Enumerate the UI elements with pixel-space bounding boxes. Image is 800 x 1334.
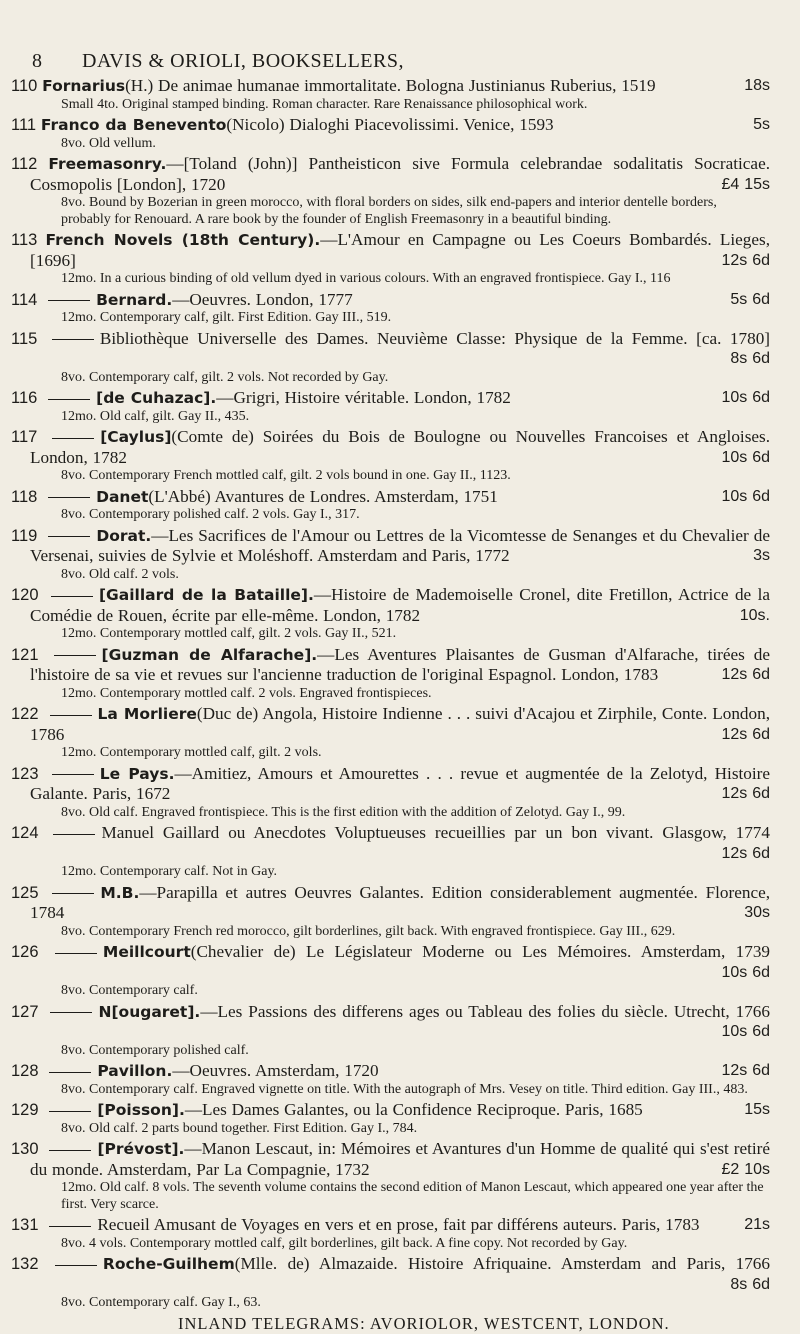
entry-price: 12s 6d	[721, 844, 770, 862]
ditto-rule	[48, 399, 90, 400]
entry-title-line	[11, 704, 770, 745]
entry-title-line	[11, 1061, 770, 1082]
catalogue-entry	[11, 883, 770, 941]
ditto-rule	[49, 1150, 91, 1151]
entry-description: 8vo. Old calf. 2 parts bound together. First Edition. Gay I., 784.	[61, 1120, 418, 1136]
entry-title-line	[11, 154, 770, 195]
entry-title: —L'Amour en Campagne ou Les Coeurs Bombardés. Lieges, [1696]	[30, 230, 770, 270]
entry-price: 10s 6d	[721, 487, 770, 505]
entry-description: 8vo. Bound by Bozerian in green morocco, with floral borders on sides, silk end-papers and interior dentelle borders, probably for Renouard. A rare book by the founder of English Freemasonry in a beautiful binding.	[61, 195, 717, 227]
ditto-rule	[54, 655, 96, 656]
entry-number: 132	[11, 1255, 39, 1273]
entry-number: 120	[11, 586, 39, 604]
ditto-rule	[52, 339, 94, 340]
entry-title: —Histoire de Mademoiselle Cronel, dite Fretillon, Actrice de la Comédie de Rouen, écrite par elle-même. London, 1782	[30, 585, 770, 625]
entry-title-line	[11, 883, 770, 924]
ditto-rule	[50, 1012, 92, 1013]
catalogue-entry	[11, 1215, 770, 1252]
catalogue-entry	[11, 76, 770, 113]
entry-title-line	[11, 230, 770, 271]
entry-price: 3s	[753, 547, 770, 564]
entry-description: 8vo. Contemporary polished calf. 2 vols. Gay I., 317.	[61, 507, 360, 522]
entry-title: —Les Dames Galantes, ou la Confidence Reciproque. Paris, 1685	[184, 1100, 643, 1119]
entry-number: 125	[11, 883, 39, 902]
catalogue-entry	[11, 1139, 770, 1213]
entry-number: 111	[11, 116, 37, 134]
entry-title-line	[11, 427, 770, 468]
ditto-rule	[55, 953, 97, 954]
entry-number: 121	[11, 645, 39, 664]
entry-author: M.B.	[100, 883, 140, 902]
entry-author: La Morliere	[97, 705, 197, 723]
entry-price: 12s 6d	[721, 251, 770, 269]
entry-number: 128	[11, 1062, 39, 1080]
entry-number: 116	[11, 389, 38, 407]
entry-number: 112	[11, 155, 38, 173]
entry-price: 10s 6d	[721, 963, 770, 981]
ditto-rule	[48, 497, 90, 498]
entry-price: 5s 6d	[730, 290, 770, 308]
entry-number: 123	[11, 764, 39, 783]
entry-title-line	[11, 290, 770, 311]
entries-list	[8, 76, 770, 1312]
ditto-rule	[55, 1265, 97, 1266]
entry-author: Danet	[96, 487, 149, 506]
entry-author: [Prévost].	[97, 1140, 185, 1158]
entry-price: 8s 6d	[730, 1275, 770, 1293]
entry-number: 130	[11, 1140, 39, 1158]
entry-price: £4 15s	[721, 175, 770, 193]
catalogue-entry	[11, 154, 770, 228]
entry-title: (Comte de) Soirées du Bois de Boulogne ou Nouvelles Francoises et Angloises. London, 1782	[30, 427, 771, 467]
ditto-rule	[49, 1226, 91, 1227]
entry-description: 8vo. Old vellum.	[61, 135, 156, 151]
entry-title: —[Toland (John)] Pantheisticon sive Formula celebrandae sodalitatis Socraticae. Cosmopolis [London], 1720	[30, 154, 770, 194]
ditto-rule	[49, 1072, 91, 1073]
entry-price: 18s	[744, 77, 770, 94]
entry-price: 10s 6d	[721, 1023, 770, 1040]
catalogue-entry	[11, 230, 770, 288]
ditto-rule	[48, 536, 90, 537]
entry-title-line	[11, 388, 770, 409]
catalogue-entry	[11, 115, 770, 152]
catalogue-entry	[11, 290, 770, 327]
entry-description: Small 4to. Original stamped binding. Roman character. Rare Renaissance philosophical work.	[61, 96, 588, 112]
entry-title-line	[11, 1002, 770, 1043]
ditto-rule	[52, 438, 94, 439]
entry-author: French Novels (18th Century).	[45, 231, 321, 249]
entry-title-line	[11, 115, 770, 136]
entry-title-line	[11, 823, 770, 864]
entry-description: 8vo. Old calf. Engraved frontispiece. This is the first edition with the addition of Zelotyd. Gay I., 99.	[61, 804, 626, 820]
entry-title: —Les Passions des differens ages ou Tableau des folies du siècle. Utrecht, 1766	[200, 1001, 770, 1021]
entry-title: (Nicolo) Dialoghi Piacevolissimi. Venice, 1593	[226, 115, 554, 134]
entry-author: [Caylus]	[100, 428, 172, 446]
entry-number: 127	[11, 1002, 39, 1021]
entry-number: 129	[11, 1101, 39, 1119]
entry-description: 8vo. Contemporary French red morocco, gilt borderlines, gilt back. With engraved frontispiece. Gay III., 629.	[61, 923, 676, 939]
entry-title-line	[11, 764, 770, 805]
catalogue-entry	[11, 942, 770, 1000]
entry-price: 12s 6d	[721, 666, 770, 683]
entry-author: [de Cuhazac].	[96, 389, 217, 407]
entry-title-line	[11, 1215, 770, 1236]
entry-title-line	[11, 1254, 770, 1295]
entry-price: 10s 6d	[721, 448, 770, 466]
entry-title: (H.) De animae humanae immortalitate. Bologna Justinianus Ruberius, 1519	[125, 76, 656, 95]
entry-description: 12mo. Old calf, gilt. Gay II., 435.	[61, 408, 250, 424]
entry-description: 8vo. 4 vols. Contemporary mottled calf, gilt borderlines, gilt back. A fine copy. Not recorded by Gay.	[61, 1235, 628, 1251]
catalogue-entry	[11, 427, 770, 485]
entry-description: 8vo. Contemporary French mottled calf, gilt. 2 vols bound in one. Gay II., 1123.	[61, 468, 511, 483]
entry-price: 30s	[744, 904, 770, 921]
entry-price: 5s	[753, 116, 770, 133]
entry-title-line	[11, 585, 770, 626]
entry-title-line	[11, 1100, 770, 1121]
entry-description: 8vo. Contemporary polished calf.	[61, 1042, 249, 1058]
entry-title-line	[11, 487, 770, 508]
catalogue-entry	[11, 704, 770, 762]
entry-author: Roche-Guilhem	[102, 1255, 235, 1273]
entry-title-line	[11, 329, 770, 370]
entry-price: 12s 6d	[721, 1062, 770, 1079]
entry-title: —Oeuvres. Amsterdam, 1720	[172, 1061, 379, 1080]
entry-author: N[ougaret].	[98, 1002, 201, 1021]
catalogue-entry	[11, 585, 770, 643]
entry-author: [Poisson].	[97, 1101, 185, 1119]
entry-price: 15s	[744, 1101, 770, 1118]
page-header	[8, 50, 770, 74]
entry-number: 110	[11, 77, 38, 95]
catalogue-entry	[11, 645, 770, 703]
entry-description: 12mo. In a curious binding of old vellum dyed in various colours. With an engraved frontispiece. Gay I., 116	[61, 271, 671, 286]
catalogue-entry	[11, 823, 770, 881]
entry-title: (Mlle. de) Almazaide. Histoire Afriquaine. Amsterdam and Paris, 1766	[234, 1254, 770, 1273]
entry-number: 118	[11, 487, 38, 506]
entry-price: 21s	[744, 1216, 770, 1233]
entry-author: Franco da Benevento	[40, 116, 227, 134]
entry-description: 12mo. Old calf. 8 vols. The seventh volume contains the second edition of Manon Lescaut, which appeared one year after the first. Very scarce.	[61, 1180, 764, 1212]
entry-title-line	[11, 942, 770, 983]
entry-title-line	[11, 526, 770, 567]
entry-number: 131	[11, 1216, 39, 1234]
entry-author: [Guzman de Alfarache].	[101, 645, 318, 664]
entry-description: 8vo. Old calf. 2 vols.	[61, 566, 179, 582]
page-number: 8	[32, 50, 42, 72]
entry-author: Le Pays.	[99, 764, 175, 783]
catalogue-entry	[11, 1100, 770, 1137]
entry-description: 12mo. Contemporary mottled calf, gilt. 2 vols. Gay II., 521.	[61, 626, 397, 641]
running-head: DAVIS & ORIOLI, BOOKSELLERS,	[82, 50, 404, 72]
entry-number: 115	[11, 329, 38, 348]
ditto-rule	[51, 596, 93, 597]
entry-number: 126	[11, 943, 39, 961]
ditto-rule	[53, 834, 95, 835]
entry-author: Fornarius	[42, 77, 126, 95]
entry-title: (L'Abbé) Avantures de Londres. Amsterdam, 1751	[148, 486, 498, 506]
entry-price: £2 10s	[721, 1160, 770, 1178]
catalogue-entry	[11, 1254, 770, 1312]
entry-author: Bernard.	[96, 290, 173, 309]
entry-number: 114	[11, 290, 38, 309]
catalogue-entry	[11, 329, 770, 387]
footer-telegrams: INLAND TELEGRAMS: AVORIOLOR, WESTCENT, LONDON.	[178, 1313, 670, 1333]
entry-description: 12mo. Contemporary calf, gilt. First Edition. Gay III., 519.	[61, 310, 392, 325]
entry-title: —Grigri, Histoire véritable. London, 1782	[216, 388, 511, 407]
catalogue-entry	[11, 388, 770, 425]
entry-description: 8vo. Contemporary calf. Gay I., 63.	[61, 1295, 261, 1310]
entry-title: Manuel Gaillard ou Anecdotes Voluptueuses recueillies par un bon vivant. Glasgow, 1774	[101, 823, 770, 842]
ditto-rule	[52, 893, 94, 894]
entry-author: Meillcourt	[102, 943, 191, 961]
entry-title: (Duc de) Angola, Histoire Indienne . . . suivi d'Acajou et Zirphile, Conte. London, 1786	[30, 704, 771, 744]
entry-author: [Gaillard de la Bataille].	[98, 586, 314, 604]
entry-title-line	[11, 645, 770, 686]
ditto-rule	[50, 715, 92, 716]
entry-number: 119	[11, 526, 38, 545]
entry-title: —Oeuvres. London, 1777	[172, 289, 353, 309]
entry-number: 122	[11, 705, 39, 723]
entry-number: 124	[11, 824, 39, 842]
catalogue-entry	[11, 1002, 770, 1060]
ditto-rule	[49, 1111, 91, 1112]
entry-title: —Les Aventures Plaisantes de Gusman d'Alfarache, tirées de l'histoire de sa vie et revues sur l'ancienne traduction de l'original Espagnol. London, 1783	[30, 644, 771, 684]
entry-description: 12mo. Contemporary mottled calf, gilt. 2 vols.	[61, 745, 322, 760]
entry-description: 12mo. Contemporary calf. Not in Gay.	[61, 864, 278, 879]
entry-description: 8vo. Contemporary calf, gilt. 2 vols. Not recorded by Gay.	[61, 369, 389, 385]
entry-title-line	[11, 1139, 770, 1180]
entry-author: Pavillon.	[97, 1062, 173, 1080]
catalogue-entry	[11, 1061, 770, 1098]
entry-title: —Les Sacrifices de l'Amour ou Lettres de la Vicomtesse de Senanges et du Chevalier de Versenai, suivies de Sylvie et Moléshoff. Amsterdam and Paris, 1772	[30, 525, 770, 565]
entry-number: 113	[11, 231, 38, 249]
catalogue-entry	[11, 487, 770, 524]
entry-author: Freemasonry.	[48, 155, 167, 173]
entry-price: 12s 6d	[721, 785, 770, 802]
catalogue-entry	[11, 526, 770, 584]
ditto-rule	[52, 774, 94, 775]
entry-description: 12mo. Contemporary mottled calf. 2 vols. Engraved frontispieces.	[61, 685, 432, 701]
entry-title: —Amitiez, Amours et Amourettes . . . revue et augmentée de la Zelotyd, Histoire Galante. Paris, 1672	[30, 763, 771, 803]
entry-title-line	[11, 76, 770, 97]
entry-description: 8vo. Contemporary calf. Engraved vignette on title. With the autograph of Mrs. Vesey on title. Third edition. Gay III., 483.	[61, 1081, 748, 1097]
catalogue-entry	[11, 764, 770, 822]
entry-price: 10s 6d	[721, 389, 770, 406]
entry-title: Recueil Amusant de Voyages en vers et en prose, fait par différens auteurs. Paris, 1783	[97, 1215, 700, 1234]
entry-author: Dorat.	[96, 526, 152, 545]
entry-title: Bibliothèque Universelle des Dames. Neuvième Classe: Physique de la Femme. [ca. 1780]	[99, 328, 771, 348]
entry-title: —Parapilla et autres Oeuvres Galantes. Edition considerablement augmentée. Florence, 1784	[30, 882, 771, 922]
entry-price: 12s 6d	[721, 725, 770, 743]
entry-title: —Manon Lescaut, in: Mémoires et Avantures d'un Homme de qualité qui s'est retiré du monde. Amsterdam, Par La Compagnie, 1732	[30, 1139, 771, 1179]
entry-number: 117	[11, 428, 38, 446]
entry-description: 8vo. Contemporary calf.	[61, 983, 198, 998]
entry-price: 8s 6d	[730, 350, 770, 367]
entry-price: 10s.	[739, 606, 770, 624]
ditto-rule	[48, 300, 90, 301]
entry-title: (Chevalier de) Le Législateur Moderne ou Les Mémoires. Amsterdam, 1739	[190, 942, 771, 961]
